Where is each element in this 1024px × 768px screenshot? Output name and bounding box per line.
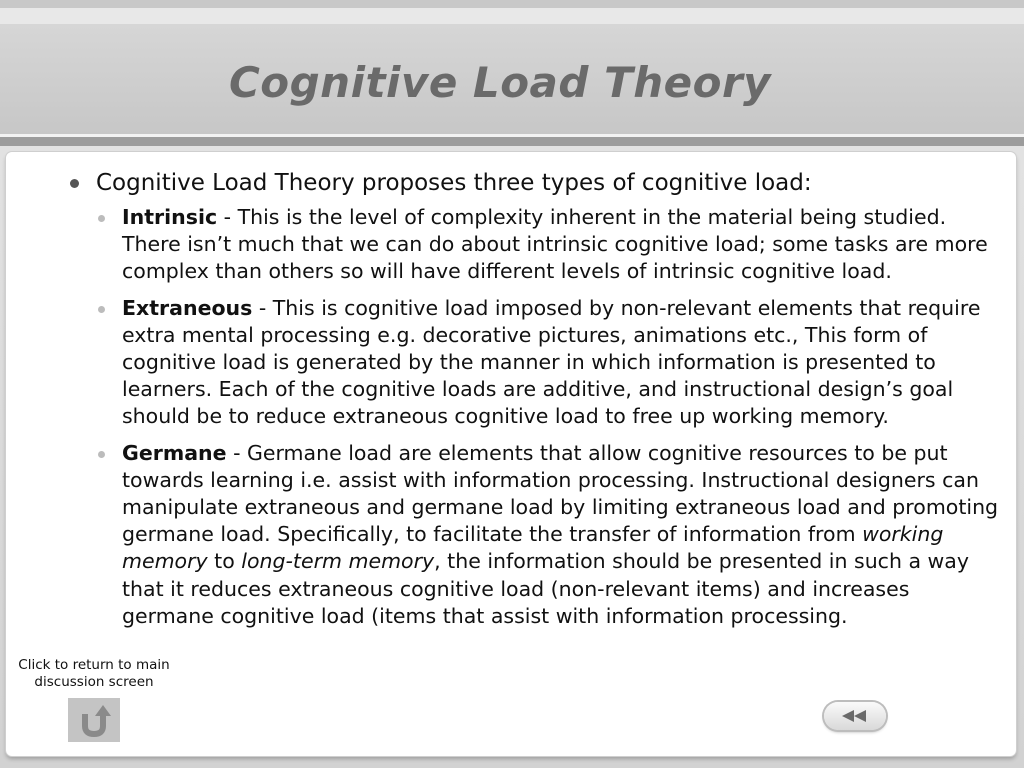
sub-bullet-icon <box>98 451 105 458</box>
definition-germane-part3: , the information should be presented in such a way that it reduces extraneous cognitive load (non-relevant items) and increases germane cognitive load (items that assist with information processing. <box>122 549 970 628</box>
sub-bullet-icon <box>98 306 105 313</box>
term-extraneous: Extraneous <box>122 295 253 320</box>
list-item-intrinsic <box>70 204 1005 286</box>
emphasis-working-memory: working memory <box>122 522 944 574</box>
definition-extraneous: - This is cognitive load imposed by non-relevant elements that require extra mental processing e.g. decorative pictures, animations etc., This form of cognitive load is generated by the manner in which information is presented to learners. Each of the cognitive loads are additive, and instructional design’s goal should be to reduce extraneous cognitive load to free up working memory. <box>122 295 981 429</box>
u-turn-up-arrow-icon <box>76 702 112 738</box>
term-intrinsic: Intrinsic <box>122 205 218 229</box>
header-divider <box>0 134 1024 146</box>
list-item-germane <box>70 440 1005 630</box>
definition-intrinsic: - This is the level of complexity inherent in the material being studied. There isn’t much that we can do about intrinsic cognitive load; some tasks are more complex than others so will have different levels of intrinsic cognitive load. <box>122 205 988 284</box>
intro-text: Cognitive Load Theory proposes three types of cognitive load: <box>96 170 812 196</box>
top-strip <box>0 0 1024 8</box>
slide-title: Cognitive Load Theory <box>228 58 772 107</box>
bullet-icon <box>70 179 79 188</box>
term-germane: Germane <box>122 440 227 465</box>
definition-germane-part2: to <box>207 549 242 574</box>
return-to-main-button[interactable] <box>68 698 120 742</box>
list-item-extraneous <box>70 295 1005 431</box>
return-label: Click to return to main discussion screen <box>18 657 170 690</box>
intro-bullet <box>70 168 1005 198</box>
definition-germane-part1: - Germane load are elements that allow cognitive resources to be put towards learning i.e. assist with information processing. Instructional designers can manipulate extraneous and germane load by limiting extraneous load and promoting germane load. Specifically, to facilitate the transfer of information from <box>122 440 999 547</box>
rewind-icon <box>840 709 870 723</box>
content-body <box>70 168 1005 639</box>
top-strip-light <box>0 8 1024 24</box>
previous-button[interactable] <box>824 702 886 730</box>
sub-bullet-icon <box>98 215 105 222</box>
emphasis-long-term-memory: long-term memory <box>241 549 435 574</box>
